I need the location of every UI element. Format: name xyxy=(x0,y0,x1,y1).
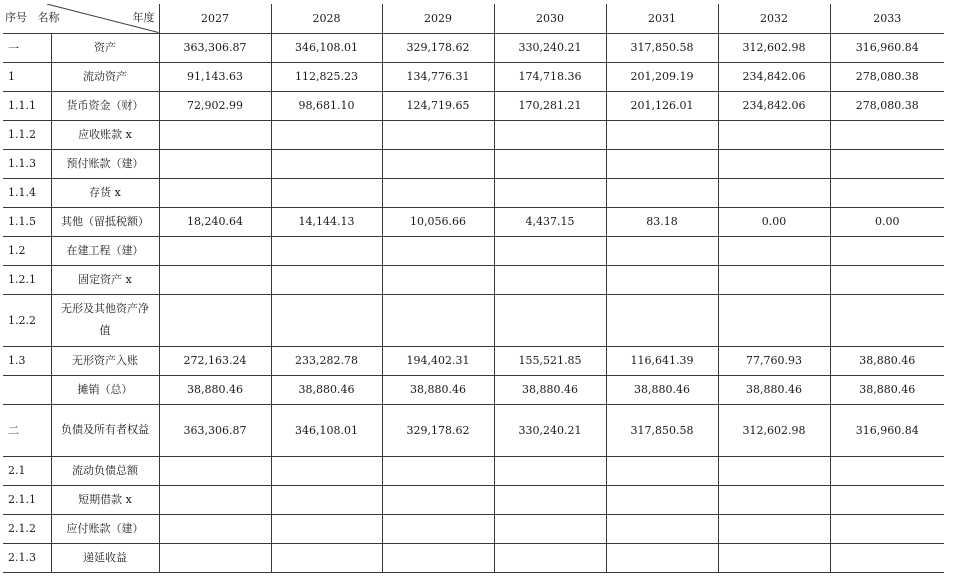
table-row xyxy=(3,178,944,207)
value-cell: 363,306.87 xyxy=(159,33,271,62)
value-cell: 272,163.24 xyxy=(159,346,271,375)
value-cell xyxy=(606,265,718,294)
value-cell xyxy=(159,485,271,514)
value-cell xyxy=(271,265,382,294)
value-cell: 112,825.23 xyxy=(271,62,382,91)
row-index-cell: 1.1.1 xyxy=(3,91,51,120)
value-cell xyxy=(718,265,830,294)
value-cell: 38,880.46 xyxy=(830,346,944,375)
table-row xyxy=(3,375,944,404)
year-header-cell: 2028 xyxy=(271,4,382,33)
value-cell: 234,842.06 xyxy=(718,91,830,120)
row-index-cell: 1.2 xyxy=(3,236,51,265)
year-header-cell: 2030 xyxy=(494,4,606,33)
row-index-cell: 1.3 xyxy=(3,346,51,375)
value-cell: 98,681.10 xyxy=(271,91,382,120)
row-index-cell: 1 xyxy=(3,62,51,91)
row-index-cell: 1.1.2 xyxy=(3,120,51,149)
value-cell: 194,402.31 xyxy=(382,346,494,375)
year-header-cell: 2029 xyxy=(382,4,494,33)
value-cell xyxy=(830,294,944,346)
value-cell xyxy=(718,236,830,265)
value-cell xyxy=(382,265,494,294)
row-name-cell: 摊销（总） xyxy=(51,375,159,404)
table-row xyxy=(3,62,944,91)
value-cell: 38,880.46 xyxy=(830,375,944,404)
value-cell: 278,080.38 xyxy=(830,91,944,120)
value-cell: 330,240.21 xyxy=(494,404,606,456)
value-cell xyxy=(159,265,271,294)
value-cell: 38,880.46 xyxy=(382,375,494,404)
year-header-cell: 2027 xyxy=(159,4,271,33)
value-cell xyxy=(382,236,494,265)
value-cell xyxy=(382,543,494,572)
value-cell xyxy=(159,149,271,178)
value-cell xyxy=(830,485,944,514)
value-cell: 0.00 xyxy=(830,207,944,236)
value-cell xyxy=(382,178,494,207)
balance-sheet-table xyxy=(3,4,944,573)
value-cell: 316,960.84 xyxy=(830,404,944,456)
value-cell xyxy=(830,514,944,543)
value-cell xyxy=(718,456,830,485)
value-cell: 170,281.21 xyxy=(494,91,606,120)
value-cell xyxy=(382,149,494,178)
value-cell xyxy=(494,514,606,543)
value-cell xyxy=(606,485,718,514)
value-cell xyxy=(606,514,718,543)
value-cell xyxy=(159,514,271,543)
value-cell: 317,850.58 xyxy=(606,404,718,456)
value-cell: 38,880.46 xyxy=(718,375,830,404)
table-row xyxy=(3,294,944,346)
value-cell xyxy=(606,543,718,572)
index-and-name-label xyxy=(5,9,60,25)
value-cell xyxy=(271,514,382,543)
value-cell xyxy=(271,456,382,485)
value-cell xyxy=(830,149,944,178)
row-index-cell: 1.1.3 xyxy=(3,149,51,178)
value-cell xyxy=(494,294,606,346)
row-name-cell: 负债及所有者权益 xyxy=(51,404,159,456)
value-cell xyxy=(606,120,718,149)
row-name-cell: 货币资金（财） xyxy=(51,91,159,120)
header-row xyxy=(3,4,944,33)
year-header-cell: 2031 xyxy=(606,4,718,33)
table-row xyxy=(3,207,944,236)
row-index-cell: 一 xyxy=(3,33,51,62)
row-name-cell: 资产 xyxy=(51,33,159,62)
value-cell xyxy=(830,178,944,207)
value-cell xyxy=(382,120,494,149)
value-cell xyxy=(830,120,944,149)
value-cell: 38,880.46 xyxy=(271,375,382,404)
value-cell xyxy=(830,236,944,265)
value-cell: 72,902.99 xyxy=(159,91,271,120)
table-row xyxy=(3,91,944,120)
table-row xyxy=(3,485,944,514)
row-name-cell: 其他（留抵税额） xyxy=(51,207,159,236)
value-cell xyxy=(718,120,830,149)
value-cell xyxy=(271,120,382,149)
row-index-cell: 1.2.2 xyxy=(3,294,51,346)
table-row xyxy=(3,149,944,178)
value-cell xyxy=(271,236,382,265)
row-name-cell: 无形资产入账 xyxy=(51,346,159,375)
value-cell: 363,306.87 xyxy=(159,404,271,456)
year-column-label: 年度 xyxy=(132,11,155,24)
value-cell xyxy=(606,149,718,178)
value-cell: 174,718.36 xyxy=(494,62,606,91)
value-cell xyxy=(382,294,494,346)
value-cell: 0.00 xyxy=(718,207,830,236)
value-cell xyxy=(718,543,830,572)
value-cell: 233,282.78 xyxy=(271,346,382,375)
value-cell: 316,960.84 xyxy=(830,33,944,62)
table-row xyxy=(3,514,944,543)
value-cell xyxy=(606,178,718,207)
row-index-cell: 二 xyxy=(3,404,51,456)
row-index-cell: 2.1.3 xyxy=(3,543,51,572)
value-cell xyxy=(606,294,718,346)
value-cell: 18,240.64 xyxy=(159,207,271,236)
value-cell xyxy=(382,485,494,514)
row-index-cell: 1.1.5 xyxy=(3,207,51,236)
value-cell: 201,126.01 xyxy=(606,91,718,120)
value-cell xyxy=(159,236,271,265)
value-cell xyxy=(159,294,271,346)
value-cell xyxy=(494,543,606,572)
value-cell xyxy=(830,265,944,294)
value-cell: 312,602.98 xyxy=(718,404,830,456)
value-cell xyxy=(718,485,830,514)
row-name-cell: 递延收益 xyxy=(51,543,159,572)
table-row xyxy=(3,120,944,149)
table-row xyxy=(3,33,944,62)
value-cell xyxy=(271,149,382,178)
value-cell xyxy=(606,456,718,485)
value-cell xyxy=(494,456,606,485)
year-header-cell: 2032 xyxy=(718,4,830,33)
table-row xyxy=(3,265,944,294)
value-cell: 312,602.98 xyxy=(718,33,830,62)
value-cell: 77,760.93 xyxy=(718,346,830,375)
row-name-cell: 流动资产 xyxy=(51,62,159,91)
row-name-cell: 应付账款（建） xyxy=(51,514,159,543)
value-cell xyxy=(830,456,944,485)
value-cell xyxy=(271,485,382,514)
value-cell xyxy=(494,236,606,265)
value-cell: 155,521.85 xyxy=(494,346,606,375)
value-cell xyxy=(494,178,606,207)
value-cell xyxy=(494,149,606,178)
value-cell: 10,056.66 xyxy=(382,207,494,236)
value-cell xyxy=(718,149,830,178)
value-cell xyxy=(494,485,606,514)
value-cell: 330,240.21 xyxy=(494,33,606,62)
value-cell xyxy=(159,120,271,149)
corner-header-cell xyxy=(3,4,159,33)
value-cell: 134,776.31 xyxy=(382,62,494,91)
value-cell: 38,880.46 xyxy=(159,375,271,404)
value-cell: 329,178.62 xyxy=(382,404,494,456)
value-cell xyxy=(494,120,606,149)
row-name-cell: 在建工程（建） xyxy=(51,236,159,265)
value-cell xyxy=(271,294,382,346)
row-name-cell: 短期借款 x xyxy=(51,485,159,514)
value-cell: 116,641.39 xyxy=(606,346,718,375)
row-index-cell xyxy=(3,375,51,404)
value-cell: 329,178.62 xyxy=(382,33,494,62)
value-cell xyxy=(159,456,271,485)
value-cell xyxy=(830,543,944,572)
value-cell xyxy=(159,178,271,207)
row-name-cell: 固定资产 x xyxy=(51,265,159,294)
value-cell xyxy=(494,265,606,294)
value-cell: 14,144.13 xyxy=(271,207,382,236)
value-cell: 234,842.06 xyxy=(718,62,830,91)
value-cell: 38,880.46 xyxy=(494,375,606,404)
value-cell: 83.18 xyxy=(606,207,718,236)
value-cell xyxy=(606,236,718,265)
row-index-cell: 2.1.2 xyxy=(3,514,51,543)
value-cell: 346,108.01 xyxy=(271,404,382,456)
value-cell xyxy=(718,514,830,543)
value-cell xyxy=(159,543,271,572)
value-cell xyxy=(718,178,830,207)
value-cell: 201,209.19 xyxy=(606,62,718,91)
table-body xyxy=(3,4,944,572)
table-row xyxy=(3,346,944,375)
value-cell xyxy=(271,178,382,207)
index-column-label: 序号 xyxy=(5,11,27,24)
table-row xyxy=(3,236,944,265)
row-name-cell: 应收账款 x xyxy=(51,120,159,149)
table-row xyxy=(3,456,944,485)
value-cell: 346,108.01 xyxy=(271,33,382,62)
value-cell: 317,850.58 xyxy=(606,33,718,62)
value-cell: 38,880.46 xyxy=(606,375,718,404)
value-cell: 278,080.38 xyxy=(830,62,944,91)
value-cell: 4,437.15 xyxy=(494,207,606,236)
name-column-label: 名称 xyxy=(37,11,60,24)
value-cell: 91,143.63 xyxy=(159,62,271,91)
row-index-cell: 1.2.1 xyxy=(3,265,51,294)
value-cell xyxy=(382,456,494,485)
value-cell: 124,719.65 xyxy=(382,91,494,120)
value-cell xyxy=(382,514,494,543)
table-row xyxy=(3,404,944,456)
value-cell xyxy=(718,294,830,346)
row-name-cell: 存货 x xyxy=(51,178,159,207)
table-row xyxy=(3,543,944,572)
row-index-cell: 1.1.4 xyxy=(3,178,51,207)
row-name-cell: 预付账款（建） xyxy=(51,149,159,178)
row-name-cell: 无形及其他资产净值 xyxy=(51,294,159,346)
row-index-cell: 2.1.1 xyxy=(3,485,51,514)
value-cell xyxy=(271,543,382,572)
row-index-cell: 2.1 xyxy=(3,456,51,485)
row-name-cell: 流动负债总额 xyxy=(51,456,159,485)
year-header-cell: 2033 xyxy=(830,4,944,33)
